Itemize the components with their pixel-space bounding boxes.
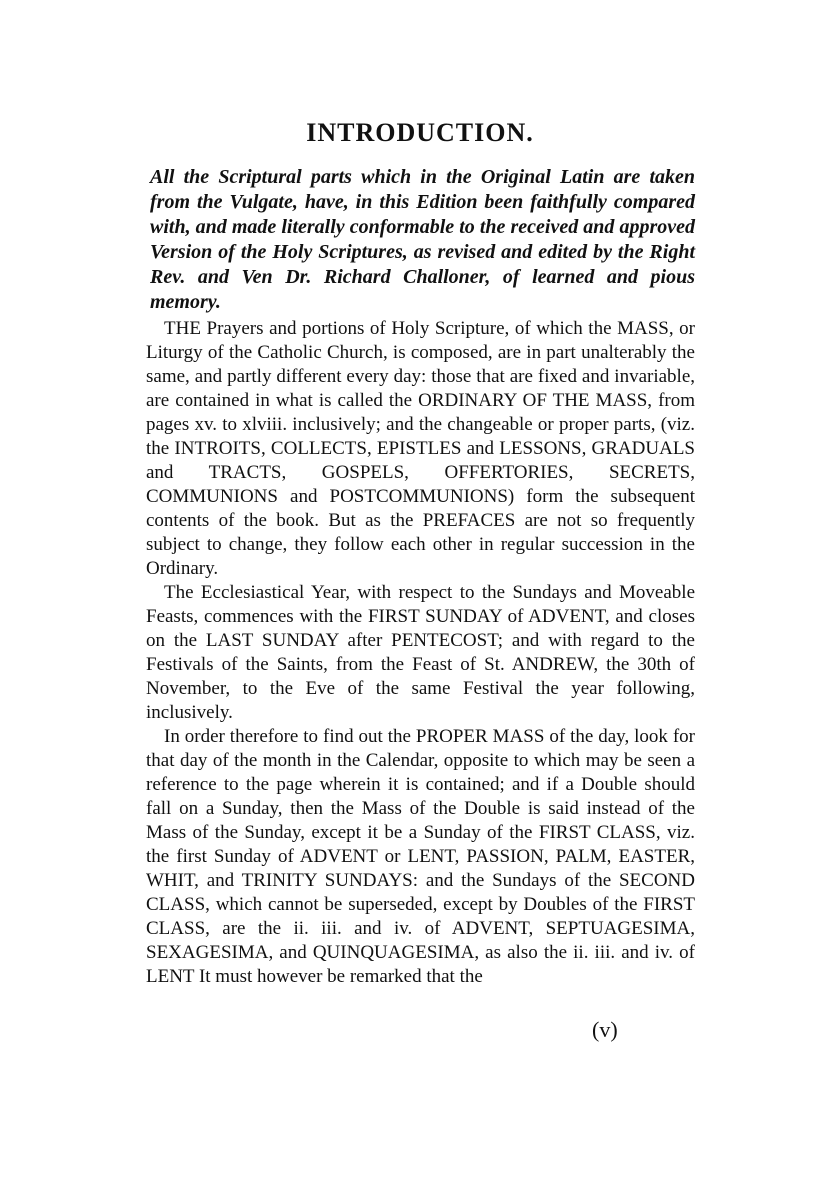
paragraph-3: In order therefore to find out the PROPER MASS of the day, look for that day of the month in the Calendar, opposite to which may be seen a reference to the page wherein it is contained; and if a Double should fall on a Sunday, then the Mass of the Double is said instead of the Mass of the Sunday, except it be a Sunday of the FIRST CLASS, viz. the first Sunday of ADVENT or LENT, PASSION, PALM, EASTER, WHIT, and TRINITY SUNDAYS: and the Sundays of the SECOND CLASS, which cannot be superseded, except by Doubles of the FIRST CLASS, are the ii. iii. and iv. of ADVENT, SEPTUAGESIMA, SEXAGESIMA, and QUINQUAGESIMA, as also the ii. iii. and iv. of LENT It must however be remarked that the — [146, 726, 695, 987]
scripture-note: All the Scriptural parts which in the Original Latin are taken from the Vulgate, have, in this Edition been faithfully compared with, and made literally conformable to the received and approved Version of the Holy Scriptures, as revised and edited by the Right Rev. and Ven Dr. Richard Challoner, of learned and pious memory. — [150, 166, 695, 313]
page-number: (v) — [592, 1017, 618, 1042]
paragraph-2: The Ecclesiastical Year, with respect to the Sundays and Moveable Feasts, commences with the FIRST SUNDAY of ADVENT, and closes on the LAST SUNDAY after PENTECOST; and with regard to the Festivals of the Saints, from the Feast of St. ANDREW, the 30th of November, to the Eve of the same Festival the year following, inclusively. — [146, 582, 695, 723]
page-title: INTRODUCTION. — [306, 118, 534, 147]
paragraph-1: THE Prayers and portions of Holy Scripture, of which the MASS, or Liturgy of the Catholic Church, is composed, are in part unalterably the same, and partly different every day: those that are fixed and invariable, are contained in what is called the ORDINARY OF THE MASS, from pages xv. to xlviii. inclusively; and the changeable or proper parts, (viz. the INTROITS, COLLECTS, EPISTLES and LESSONS, GRADUALS and TRACTS, GOSPELS, OFFERTORIES, SECRETS, COMMUNIONS and POSTCOMMUNIONS) form the subsequent contents of the book. But as the PREFACES are not so frequently subject to change, they follow each other in regular succession in the Ordinary. — [146, 318, 695, 579]
body-text — [146, 317, 695, 989]
